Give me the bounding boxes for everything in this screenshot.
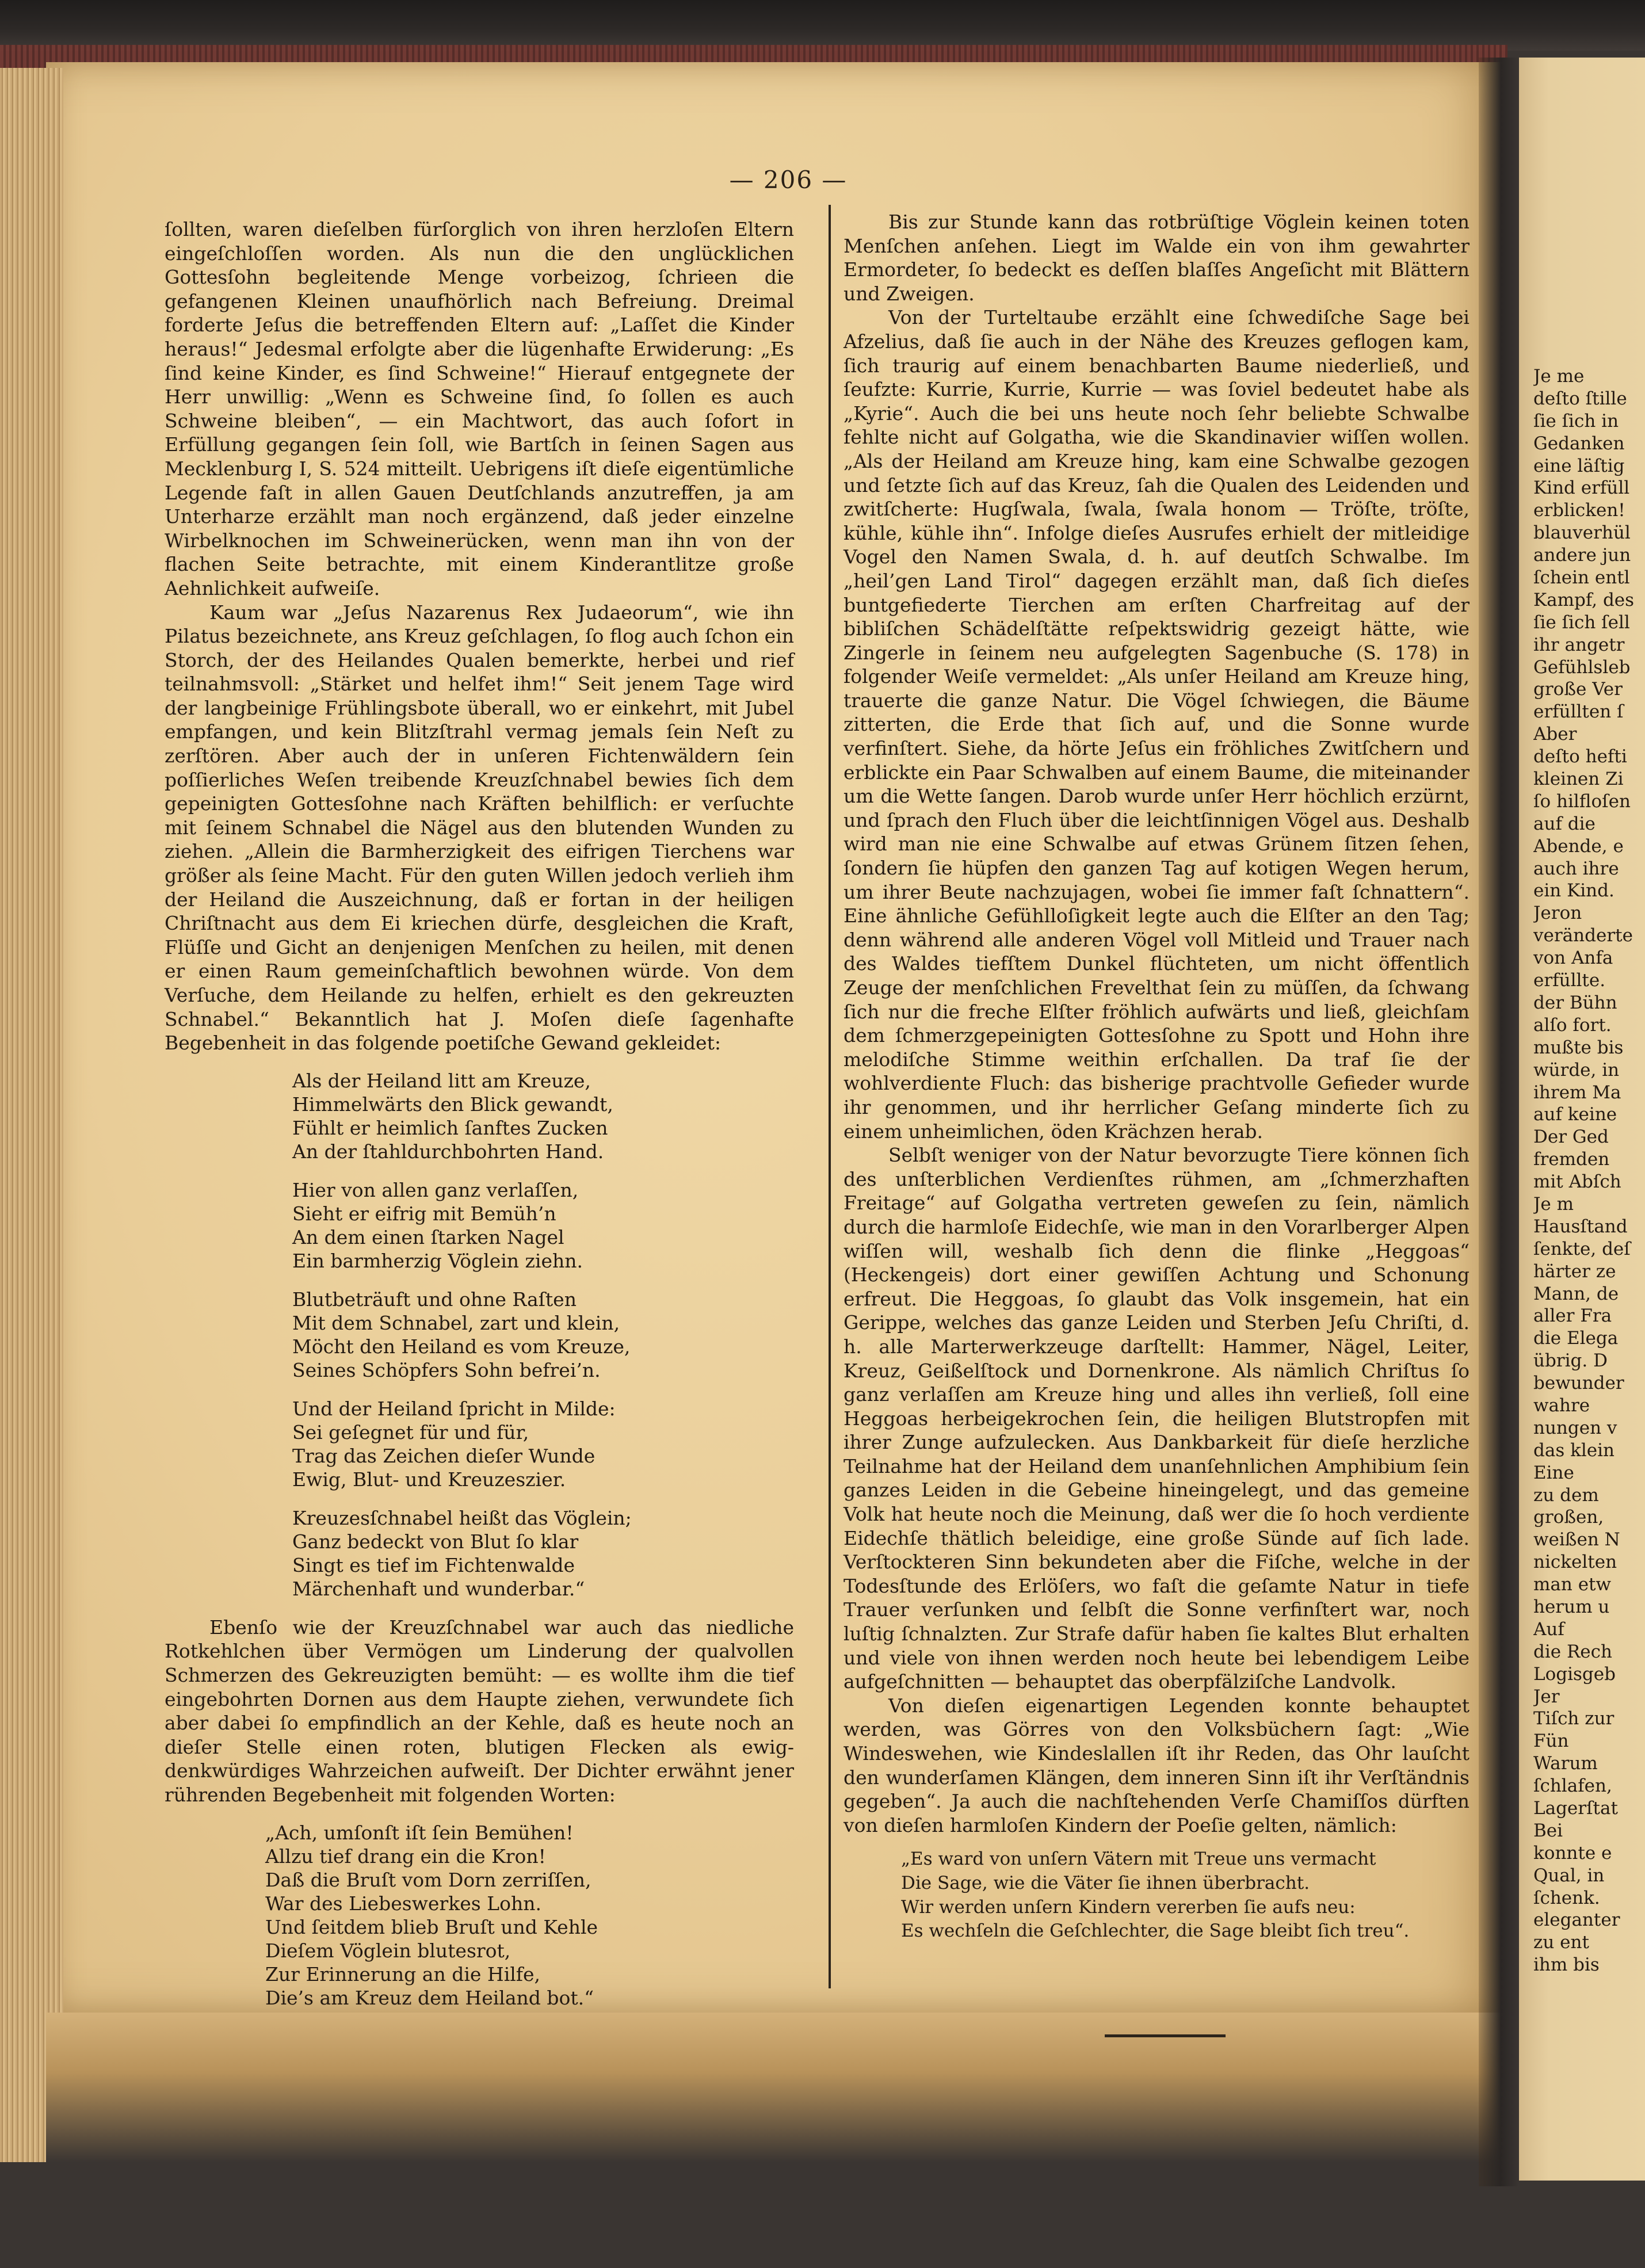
facing-page-line: Warum: [1533, 1753, 1598, 1774]
facing-page-line: zu dem: [1533, 1484, 1599, 1506]
poem-line: Mit dem Schnabel, zart und klein,: [292, 1311, 620, 1334]
poem-rotkehlchen: [165, 1821, 794, 2010]
paragraph: Selbſt weniger von der Natur bevorzugte Tiere können ſich des unſterblichen Verdienſtes rühmen, am „ſchmerzhaften Freitage“ auf Golgatha vertreten geweſen zu ſein, nämlich durch die harmloſe Eidechſe, wie man in den Vorarlberger Alpen wiſſen will, weshalb ſich denn die flinke „Heggoas“ (Heckengeis) dort einer gewiſſen Achtung und Schonung erfreut. Die Heggoas, ſo glaubt das Volk insgemein, hat ein Gerippe, welches das ganze Leiden und Sterben Jeſu Chriſti, d. h. alle Marterwerkzeuge darſtellt: Hammer, Nägel, Leiter, Kreuz, Geißelſtock und Dornenkrone. Als nämlich Chriſtus ſo ganz verlaſſen am Kreuze hing und alles ihn verließ, ſoll eine Heggoas herbeigekrochen ſein, die heiligen Blutstropfen mit ihrer Zunge aufzulecken. Aus Dankbarkeit für dieſe herzliche Teilnahme hat der Heiland dem unanſehnlichen Amphibium ſein ganzes Leiden in die Gebeine hineingelegt, und das gemeine Volk hat heute noch die Meinung, daß wer die ſo hoch verdiente Eidechſe thätlich beleidige, eine große Sünde auf ſich lade. Verſtockteren Sinn bekundeten aber die Fiſche, welche in der Todesſtunde des Erlöſers, wo faſt die geſamte Natur in tiefe Trauer verſunken und ſelbſt die Sonne verfinſtert war, noch luſtig ſchnalzten. Zur Strafe dafür haben ſie kaltes Blut erhalten und viele von ihnen werden noch heute bei lebendigem Leibe aufgeſchnitten — behauptet das oberpfälziſche Landvolk.: [844, 1144, 1470, 1693]
left-column: [165, 217, 794, 2025]
facing-page-line: ſie ſich ſell: [1533, 612, 1630, 633]
quote-line: Wir werden unſern Kindern vererben ſie aufs neu:: [901, 1896, 1356, 1918]
facing-page-line: ſenkte, deſ: [1533, 1238, 1631, 1259]
paragraph: ſollten, waren dieſelben fürſorglich von ihren herzloſen Eltern eingeſchloſſen worden. Als nun die den unglücklichen Gottesſohn begleitende Menge vorbeizog, ſchrieen die gefangenen Kleinen unaufhörlich nach Befreiung. Dreimal forderte Jeſus die betreffenden Eltern auf: „Laſſet die Kinder heraus!“ Jedesmal erfolgte aber die lügenhafte Erwiderung: „Es ſind keine Kinder, es ſind Schweine!“ Hierauf entgegnete der Herr unwillig: „Wenn es Schweine ſind, ſo ſollen es auch Schweine bleiben“, — ein Machtwort, das auch ſofort in Erfüllung gegangen ſein ſoll, wie Bartſch in ſeinen Sagen aus Mecklenburg I, S. 524 mitteilt. Uebrigens iſt dieſe eigentümliche Legende faſt in allen Gauen Deutſchlands anzutreffen, ja am Unterharze erzählt man noch ergänzend, daß jeder einzelne Wirbelknochen im Schweinerücken, wenn man ihn von der flachen Seite betrachte, mit einem Kinderantlitze große Aehnlichkeit aufweiſe.: [165, 218, 794, 600]
facing-page-line: Abende, e: [1533, 835, 1624, 857]
poem-stanza: [165, 1288, 794, 1382]
facing-page-line: auch ihre: [1533, 858, 1619, 879]
poem-line: Ganz bedeckt von Blut ſo klar: [292, 1530, 579, 1553]
facing-page-line: ihm bis: [1533, 1954, 1600, 1976]
facing-page-line: Je me: [1533, 366, 1585, 387]
facing-page-line: Mann, de: [1533, 1283, 1619, 1304]
facing-page-line: härter ze: [1533, 1261, 1616, 1282]
book-gutter: [1479, 58, 1519, 2186]
facing-page-line: ihr angetr: [1533, 634, 1625, 655]
poem-line: Himmelwärts den Blick gewandt,: [292, 1093, 613, 1116]
poem-line: Blutbeträuft und ohne Raſten: [292, 1288, 577, 1311]
facing-page-line: ſchlafen,: [1533, 1776, 1612, 1797]
facing-page-line: alſo fort.: [1533, 1014, 1612, 1036]
poem-stanza: [165, 1397, 794, 1491]
facing-page-line: Tiſch zur: [1533, 1708, 1615, 1729]
facing-page-line: Fün: [1533, 1731, 1569, 1752]
poem-stanza: [165, 1069, 794, 1163]
facing-page-line: kleinen Zi: [1533, 769, 1624, 790]
facing-page-line: deſto hefti: [1533, 746, 1627, 768]
poem-line: Daß die Bruſt vom Dorn zerriſſen,: [265, 1868, 591, 1891]
poem-stanza: [165, 1178, 794, 1273]
poem-stanza: [165, 1506, 794, 1601]
facing-page-line: deſto ſtille: [1533, 388, 1627, 409]
chamisso-quote: [844, 1847, 1470, 1943]
facing-page-line: Kind erfüll: [1533, 478, 1630, 499]
page-bottom-edge: [46, 2013, 1507, 2162]
facing-page-line: ſie ſich in: [1533, 410, 1619, 432]
facing-page-line: blauverhül: [1533, 522, 1631, 544]
poem-line: Möcht den Heiland es vom Kreuze,: [292, 1335, 631, 1358]
facing-page-line: weißen N: [1533, 1529, 1620, 1551]
poem-line: Trag das Zeichen dieſer Wunde: [292, 1444, 596, 1467]
facing-page-line: von Anfa: [1533, 948, 1613, 969]
facing-page-line: Logisgeb: [1533, 1663, 1616, 1685]
facing-page-line: auf keine: [1533, 1104, 1617, 1125]
quote-line: Es wechſeln die Geſchlechter, die Sage bleibt ſich treu“.: [901, 1920, 1410, 1942]
facing-page-line: nickelten: [1533, 1552, 1617, 1573]
poem-line: Sieht er eifrig mit Bemüh’n: [292, 1202, 556, 1225]
facing-page-line: ſo hilfloſen: [1533, 791, 1631, 812]
facing-page-line: wahre: [1533, 1395, 1590, 1416]
facing-page-line: Gefühlsleb: [1533, 656, 1631, 678]
facing-page-text: [1533, 365, 1645, 1976]
facing-page-line: mußte bis: [1533, 1037, 1624, 1058]
facing-page-line: Kampf, des: [1533, 589, 1635, 610]
quote-line: „Es ward von unſern Vätern mit Treue uns vermacht: [901, 1849, 1376, 1870]
poem-line: An der ſtahldurchbohrten Hand.: [292, 1140, 604, 1163]
paragraph: Ebenſo wie der Kreuzſchnabel war auch das niedliche Rotkehlchen über Vermögen um Linderung der qualvollen Schmerzen des Gekreuzigten bemüht: — es wollte ihm die tief eingebohrten Dornen aus dem Haupte ziehen, verwundete ſich aber dabei ſo empfindlich an der Kehle, daß es heute noch an dieſer Stelle einen roten, blutigen Flecken als ewig-denkwürdiges Wahrzeichen aufweiſt. Der Dichter erwähnt jener rührenden Begebenheit mit folgenden Worten:: [165, 1616, 794, 1806]
facing-page-line: herum u: [1533, 1596, 1610, 1617]
facing-page-line: der Bühn: [1533, 992, 1617, 1013]
facing-page-line: zu ent: [1533, 1932, 1589, 1953]
facing-page-line: Hausſtand: [1533, 1216, 1628, 1237]
facing-page-line: aller Fra: [1533, 1305, 1612, 1327]
facing-page-line: man etw: [1533, 1574, 1612, 1595]
poem-line: Seines Schöpfers Sohn befrei’n.: [292, 1358, 601, 1381]
poem-line: Sei geſegnet für und für,: [292, 1421, 529, 1444]
facing-page-line: das klein: [1533, 1440, 1615, 1461]
right-column: [844, 210, 1470, 1944]
poem-line: Ein barmherzig Vöglein ziehn.: [292, 1249, 583, 1272]
poem-line: Fühlt er heimlich ſanftes Zucken: [292, 1116, 608, 1139]
poem-stanza: [165, 1821, 794, 2010]
column-divider: [829, 205, 831, 1988]
poem-line: Kreuzesſchnabel heißt das Vöglein;: [292, 1506, 632, 1529]
paragraph: Von der Turteltaube erzählt eine ſchwediſche Sage bei Afzelius, daß ſie auch in der Nähe des Kreuzes geflogen kam, ſich traurig auf einem benachbarten Baume niederließ, und ſeufzte: Kurrie, Kurrie, Kurrie — was ſoviel bedeutet habe als „Kyrie“. Auch die bei uns heute noch ſehr beliebte Schwalbe fehlte nicht auf Golgatha, wie die Skandinavier wiſſen wollen. „Als der Heiland am Kreuze hing, kam eine Schwalbe gezogen und ſetzte ſich auf das Kreuz, ſah die Qualen des Leidenden und zwitſcherte: Hugſwala, ſwala, ſwala honom — Tröſte, tröſte, kühle, kühle ihn“. Infolge dieſes Ausrufes erhielt der mitleidige Vogel den Namen Swala, d. h. auf deutſch Schwalbe. Im „heil’gen Land Tirol“ dagegen erzählt man, daß ſich dieſes buntgefiederte Tierchen am erſten Charfreitag auf der bibliſchen Schädelſtätte reſpektswidrig gezeigt hätte, wie Zingerle in ſeinem neu aufgelegten Sagenbuche (S. 178) in folgender Weiſe vermeldet: „Als unſer Heiland am Kreuze hing, trauerte die ganze Natur. Die Vögel ſchwiegen, die Bäume zitterten, die Erde that ſich auf, und die Sonne wurde verfinſtert. Siehe, da hörte Jeſus ein fröhliches Zwitſchern und erblickte ein Paar Schwalben auf einem Baume, die miteinander um die Wette ſangen. Darob wurde unſer Herr höchlich erzürnt, und ſprach den Fluch über die leichtſinnigen Vögel aus. Deshalb wird man nie eine Schwalbe auf etwas Grünem ſitzen ſehen, ſondern ſie hüpfen den ganzen Tag auf kotigen Wegen herum, um ihrer Beute nachzujagen, wobei ſie immer faſt ſchnattern“. Eine ähnliche Gefühlloſigkeit legte auch die Elſter an den Tag; denn während alle anderen Vögel voll Mitleid und Trauer nach des Waldes tiefſtem Dunkel flüchteten, um nicht öffentlich Zeuge der menſchlichen Frevelthat ſein zu müſſen, da ſchwang ſich nur die freche Elſter fröhlich aufwärts und ließ, gleichſam dem ſchmerzgepeinigten Gottesſohne zu Spott und Hohn ihre melodiſche Stimme weithin erſchallen. Da traf ſie der wohlverdiente Fluch: das bisherige prachtvolle Gefieder wurde ihr genommen, und ihr herrlicher Geſang minderte ſich zu einem unheimlichen, öden Krächzen herab.: [844, 306, 1470, 1143]
poem-line: An dem einen ſtarken Nagel: [292, 1225, 564, 1248]
paragraph: Von dieſen eigenartigen Legenden konnte behauptet werden, was Görres von den Volksbüchern ſagt: „Wie Windeswehen, wie Kindeslallen iſt ihr Reden, das Ohr lauſcht den wunderſamen Klängen, dem inneren Sinn iſt ihr Verſtändnis gegeben“. Ja auch die nachſtehenden Verſe Chamiſſos dürften von dieſen harmloſen Kindern der Poeſie gelten, nämlich:: [844, 1694, 1470, 1836]
facing-page-line: Bei: [1533, 1820, 1563, 1841]
facing-page-line: Qual, in: [1533, 1865, 1605, 1886]
paragraph: Bis zur Stunde kann das rotbrüſtige Vöglein keinen toten Menſchen anſehen. Liegt im Walde ein von ihm gewahrter Ermordeter, ſo bedeckt es deſſen blaſſes Angeſicht mit Blättern und Zweigen.: [844, 211, 1470, 305]
poem-line: Und ſeitdem blieb Bruſt und Kehle: [265, 1915, 598, 1938]
facing-page-line: auf die: [1533, 813, 1596, 834]
poem-line: „Ach, umſonſt iſt ſein Bemühen!: [265, 1821, 574, 1844]
poem-line: War des Liebeswerkes Lohn.: [265, 1892, 541, 1915]
facing-page-line: Je m: [1533, 1193, 1574, 1215]
facing-page-line: Lagerſtat: [1533, 1798, 1618, 1819]
poem-line: Als der Heiland litt am Kreuze,: [292, 1069, 591, 1092]
facing-page-line: Eine: [1533, 1462, 1574, 1483]
poem-line: Ewig, Blut- und Kreuzeszier.: [292, 1468, 566, 1491]
facing-page-line: ſchenk.: [1533, 1887, 1600, 1908]
facing-page-line: fremden: [1533, 1149, 1610, 1170]
end-rule: [1105, 2034, 1226, 2037]
facing-page-line: andere jun: [1533, 545, 1631, 566]
facing-page-line: ein Kind.: [1533, 880, 1615, 902]
facing-page-line: eine läſtig: [1533, 455, 1625, 476]
facing-page-line: eleganter: [1533, 1910, 1620, 1931]
poem-line: Hier von allen ganz verlaſſen,: [292, 1178, 579, 1201]
page-number: — 206 —: [729, 166, 848, 194]
facing-page-line: die Elega: [1533, 1328, 1619, 1349]
facing-page-line: große Ver: [1533, 679, 1623, 700]
poem-line: Die’s am Kreuz dem Heiland bot.“: [265, 1986, 594, 2009]
facing-page-line: mit Abſch: [1533, 1171, 1621, 1193]
facing-page-line: veränderte: [1533, 925, 1633, 946]
scanner-top-band: [0, 0, 1645, 51]
poem-line: Dieſem Vöglein blutesrot,: [265, 1939, 511, 1962]
poem-line: Singt es tief im Fichtenwalde: [292, 1553, 575, 1576]
facing-page-line: erblicken!: [1533, 500, 1625, 521]
facing-page-line: ihrem Ma: [1533, 1082, 1621, 1103]
facing-page-line: Jer: [1533, 1686, 1560, 1707]
facing-page-line: ſchein entl: [1533, 567, 1630, 589]
paragraph: Kaum war „Jeſus Nazarenus Rex Judaeorum“, wie ihn Pilatus bezeichnete, ans Kreuz geſchlagen, ſo flog auch ſchon ein Storch, der des Heilandes Qualen bemerkte, herbei und rief teilnahmsvoll: „Stärket und helfet ihm!“ Seit jenem Tage wird der langbeinige Frühlingsbote überall, wo er einkehrt, mit Jubel empfangen, und kein Blitzſtrahl vermag jemals ſein Neſt zu zerſtören. Aber auch der in unſeren Fichtenwäldern ſein poſſierliches Weſen treibende Kreuzſchnabel bewies ſich dem gepeinigten Gottesſohne nach Kräften behilflich: er verſuchte mit ſeinem Schnabel die Nägel aus den blutenden Wunden zu ziehen. „Allein die Barmherzigkeit des eifrigen Tierchens war größer als ſeine Macht. Für den guten Willen jedoch verlieh ihm der Heiland die Auszeichnung, daß er fortan in der heiligen Chriſtnacht aus dem Ei kriechen dürfe, desgleichen die Kraft, Flüſſe und Gicht an denjenigen Menſchen zu heilen, mit denen er einen Raum gemeinſchaftlich bewohnen würde. Von dem Verſuche, dem Heilande zu helfen, erhielt es den gekreuzten Schnabel.“ Bekanntlich hat J. Moſen dieſe ſagenhafte Begebenheit in das folgende poetiſche Gewand gekleidet:: [165, 601, 794, 1055]
facing-page-line: übrig. D: [1533, 1350, 1608, 1372]
facing-page-line: konnte e: [1533, 1842, 1612, 1864]
facing-page-line: großen,: [1533, 1507, 1604, 1528]
poem-line: Allzu tief drang ein die Kron!: [265, 1845, 546, 1868]
facing-page-line: die Rech: [1533, 1641, 1612, 1662]
poem-kreuzschnabel: [165, 1069, 794, 1601]
page-stack-edge: [0, 68, 63, 2162]
facing-page-line: bewunder: [1533, 1373, 1624, 1394]
facing-page-line: Aber: [1533, 724, 1577, 745]
facing-page-line: nungen v: [1533, 1417, 1617, 1438]
poem-line: Und der Heiland ſpricht in Milde:: [292, 1397, 616, 1420]
poem-line: Märchenhaft und wunderbar.“: [292, 1577, 585, 1600]
facing-page-line: erfüllten ſ: [1533, 701, 1624, 723]
facing-page-line: Gedanken: [1533, 433, 1625, 454]
facing-page-line: Auf: [1533, 1618, 1564, 1640]
poem-line: Zur Erinnerung an die Hilfe,: [265, 1962, 541, 1986]
facing-page-line: würde, in: [1533, 1059, 1620, 1080]
facing-page-line: Der Ged: [1533, 1127, 1609, 1148]
facing-page-line: erfüllte.: [1533, 970, 1606, 991]
quote-line: Die Sage, wie die Väter ſie ihnen überbracht.: [901, 1872, 1310, 1893]
facing-page-line: Jeron: [1533, 903, 1582, 924]
